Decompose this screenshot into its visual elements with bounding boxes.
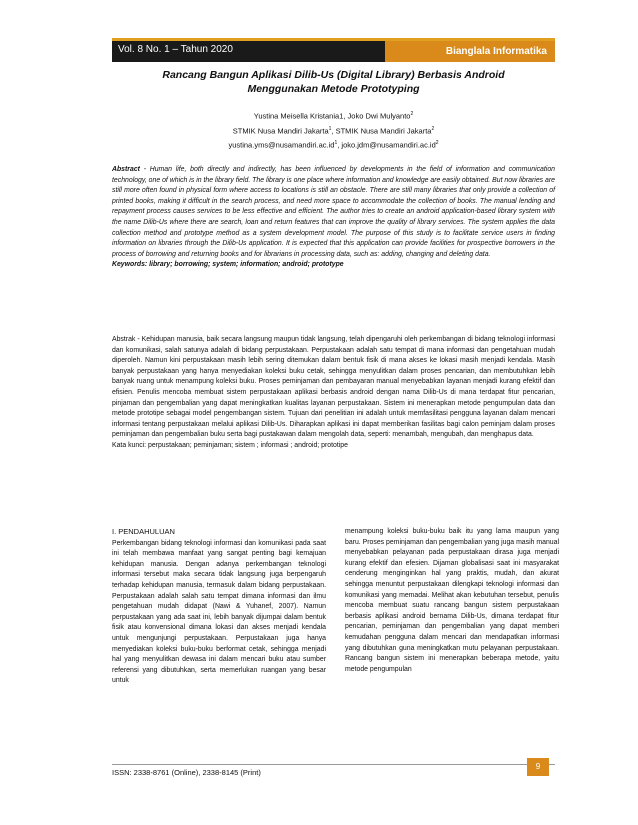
- body-column-right: [345, 527, 559, 675]
- body-column-left: [112, 527, 326, 687]
- footer-divider: [112, 764, 555, 765]
- body-text-left: Perkembangan bidang teknologi informasi dan komunikasi pada saat ini telah membawa manfaat yang sangat penting bagi kemajuan kehidupan manusia. Dengan adanya perkembangan teknologi informasi tersebut maka secara tidak langsung juga berpengaruh terhadap kehidupan manusia, termasuk dalam bidang perpustakaan. Perpustakaan adalah salah satu tempat dimana informasi dan ilmu pengetahuan mudah didapat (Nawi & Yuhanef, 2007). Namun perpustakaan yang ada saat ini, lebih banyak dijumpai dalam bentuk fisik atau konvensional dimana lokasi dan akses menjadi kendala untuk mengunjungi perpustakaan. Perpustakaan juga hanya menyediakan koleksi buku-buku berformat cetak, sehingga menjadi hal yang menyulitkan dewasa ini dalam mencari buku atau sumber referensi yang dibutuhkan, serta memerlukan ruangan yang besar untuk: [112, 539, 326, 685]
- paper-title-line1: Rancang Bangun Aplikasi Dilib-Us (Digital Library) Berbasis Android: [162, 69, 505, 81]
- abstract-label: Abstract: [112, 166, 140, 173]
- keywords-indonesian: Kata kunci: perpustakaan; peminjaman; sistem ; informasi ; android; prototipe: [112, 441, 348, 449]
- paper-title: [112, 68, 555, 96]
- paper-title-line2: Menggunakan Metode Prototyping: [247, 83, 420, 95]
- author-affiliations: STMIK Nusa Mandiri Jakarta$^1$, STMIK Nusa Mandiri Jakarta$^2$: [232, 125, 435, 135]
- body-text-right: menampung koleksi buku-buku baik itu yang lama maupun yang baru. Proses peminjaman dan pengembalian yang juga masih manual menyebabkan pelayanan pada perpustakaan dirasa juga menjadi kurang efektif dan efesien. Dijaman globalisasi saat ini masyarakat cenderung menginginkan hal yang praktis, mudah, dan akurat sehingga menuntut perpustakaan dilengkapi teknologi informasi dan komunikasi yang memadai. Melihat akan kebutuhan tersebut, penulis mencoba membuat suatu rancang bangun sistem perpustakaan berbasis aplikasi android bernama Dilib-Us, dimana terdapat fitur pencarian, peminjaman dan pengembalian yang dapat memberi kemudahan pengguna dalam mencari dan mendapatkan informasi yang dibutuhkan guna meningkatkan mutu pelayanan perpustakaan. Rancang bangun sistem ini menerapkan beberapa metode, yaitu metode pengumpulan: [345, 528, 559, 673]
- issn-label: ISSN: 2338-8761 (Online), 2338-8145 (Print): [112, 768, 261, 777]
- author-block: [112, 108, 555, 152]
- abstract-indonesian: [112, 335, 555, 452]
- journal-name: Bianglala Informatika: [385, 41, 555, 62]
- abstract-english-text: - Human life, both directly and indirectly, has been influenced by developments in the field of information and communication technology, one of which is in the library field. The library is one place where information and knowledge are easily obtained. But now libraries are still more often found in physical form where access to locations is still an obstacle. There are still many libraries that only provide a collection of printed books, making it difficult in the search process, and need more space to accommodate the collection of books. The manual lending and repayment process causes services to be less effective and efficient. The author tries to create an android application-based library system with the name Dilib-Us where there are search, loan and return features that can improve the quality of library services. The system applies the data collection method and prototype method as a system development model. The purpose of this study is to facilitate service users in finding information on libraries through the Dilib-Us application. It is expected that this application can provide facilities for prospective borrowers in the process of borrowing and returning books and for librarians in processing data, such as: adding, changing and deleting data.: [112, 166, 555, 258]
- journal-header-bar: [112, 38, 555, 62]
- page-number: 9: [527, 758, 549, 776]
- section-heading: I. PENDAHULUAN: [112, 527, 175, 536]
- keywords-english: Keywords: library; borrowing; system; information; android; prototype: [112, 261, 344, 269]
- abstract-indonesian-text: Abstrak - Kehidupan manusia, baik secara langsung maupun tidak langsung, telah dipengaruhi oleh perkembangan di bidang teknologi informasi dan komunikasi, salah satunya adalah di bidang perpustakaan. Perpustakaan adalah satu tempat di mana informasi dan pengetahuan mudah diperoleh. Namun kini perpustakaan masih lebih sering ditemukan dalam bentuk fisik di mana akses ke lokasi masih menjadi kendala. Masih banyak perpustakaan yang hanya menyediakan koleksi buku cetak, sehingga menyulitkan dalam proses pencarian, dan membutuhkan lebih banyak ruang untuk menampung koleksi buku. Proses peminjaman dan pembayaran manual menyebabkan layanan menjadi kurang efektif dan efisien. Penulis mencoba membuat sistem perpustakaan aplikasi berbasis android dengan nama Dilib-Us di mana terdapat fitur pencarian, pinjaman dan pengembalian yang dapat meningkatkan kualitas layanan perpustakaan. Sistem ini menerapkan metode pengumpulan data dan metode prototipe sebagai model pengembangan sistem. Tujuan dari penelitian ini adalah untuk memfasilitasi pengguna layanan dalam mencari informasi tentang perpustakaan melalui aplikasi Dilib-Us. Diharapkan aplikasi ini dapat memberikan fasilitas bagi calon peminjam dalam proses peminjaman dan pengembalian buku serta bagi pustakawan dalam mengolah data, seperti: menambah, mengubah, dan menghapus data.: [112, 336, 555, 439]
- author-emails: $yustina.yms@nusamandiri.ac.id^1$, $joko.jdm@nusamandiri.ac.id^2$: [228, 140, 439, 150]
- volume-label: Vol. 8 No. 1 – Tahun 2020: [118, 44, 233, 55]
- abstract-english: [112, 165, 555, 271]
- author-names: Yustina Meisella Kristania1, Joko Dwi Mulyanto$^2$: [253, 111, 414, 121]
